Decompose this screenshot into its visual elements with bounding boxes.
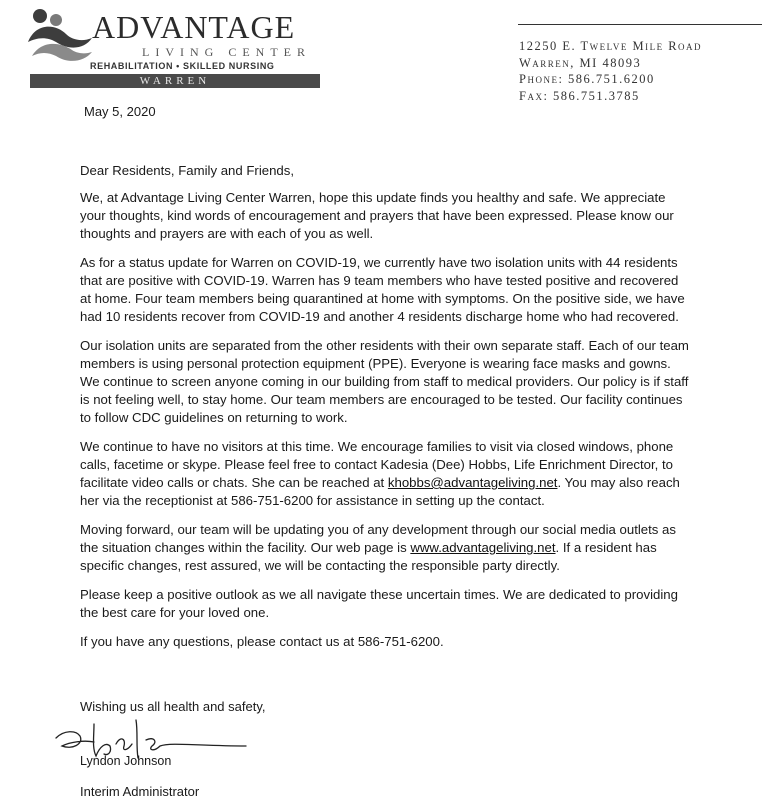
email-link[interactable]: khobbs@advantageliving.net xyxy=(387,475,558,490)
address-street: 12250 E. Twelve Mile Road xyxy=(519,39,703,53)
website-link[interactable]: www.advantageliving.net xyxy=(410,540,556,555)
letter-body xyxy=(80,162,692,662)
letter-date: May 5, 2020 xyxy=(84,104,156,119)
paragraph-contact: If you have any questions, please contact us at 586-751-6200. xyxy=(80,634,444,649)
paragraph-greeting: We, at Advantage Living Center Warren, hope this update finds you healthy and safe. We appreciate your thoughts, kind words of encouragement and prayers that have been expressed. Please know our thoughts and prayers are with each of you as well. xyxy=(80,190,674,241)
brand-services: REHABILITATION • SKILLED NURSING xyxy=(90,61,275,71)
brand-subtitle: LIVING CENTER xyxy=(142,45,311,59)
visitors-text-a: We continue to have no visitors at this time. We encourage families to visit via closed windows, phone calls, facetime or skype. Please feel free to contact Kadesia (Dee) Hobbs, Life Enrichment Director, to facilitate video calls or chats. She can be reached at xyxy=(80,439,674,490)
address-divider xyxy=(518,24,762,25)
salutation: Dear Residents, Family and Friends, xyxy=(80,163,295,178)
updates-text-b: . If a resident has specific changes, rest assured, we will be contacting the responsible party directly. xyxy=(80,540,657,573)
people-embrace-icon xyxy=(26,8,94,66)
paragraph-visitors xyxy=(80,438,692,510)
signer-name: Lyndon Johnson xyxy=(80,754,172,768)
paragraph-isolation: Our isolation units are separated from the other residents with their own separate staff. Each of our team members is using personal protection equipment (PPE). Everyone is wearing face masks and gowns. We continue to screen anyone coming in our building from staff to medical providers. Our policy is if staff is not feeling well, to stay home. Our team members are encouraged to be tested. Our facility continues to follow CDC guidelines on returning to work. xyxy=(80,338,689,425)
paragraph-status: As for a status update for Warren on COVID-19, we currently have two isolation units with 44 residents that are positive with COVID-19. Warren has 9 team members who have tested positive and recovered at home. Four team members being quarantined at home with symptoms. On the positive side, we have had 10 residents recover from COVID-19 and another 4 residents discharge home who had recovered. xyxy=(80,255,685,324)
updates-text-a: Moving forward, our team will be updating you of any development through our social media outlets as the situation changes within the facility. Our web page is xyxy=(80,522,676,555)
letterhead-logo xyxy=(26,8,311,87)
address-city: Warren, MI 48093 xyxy=(519,55,642,70)
location-banner: WARREN xyxy=(30,74,320,88)
address-phone: Phone: 586.751.6200 xyxy=(519,72,655,86)
closing-line: Wishing us all health and safety, xyxy=(80,699,266,714)
paragraph-updates xyxy=(80,521,692,575)
paragraph-outlook: Please keep a positive outlook as we all navigate these uncertain times. We are dedicated to providing the best care for your loved one. xyxy=(80,587,678,620)
brand-name: ADVANTAGE xyxy=(92,9,296,45)
visitors-text-b: . You may also reach her via the receptionist at 586-751-6200 for assistance in setting up the contact. xyxy=(80,475,680,508)
signer-title: Interim Administrator xyxy=(80,784,200,799)
address-fax: Fax: 586.751.3785 xyxy=(519,88,640,103)
address-block xyxy=(519,38,759,104)
